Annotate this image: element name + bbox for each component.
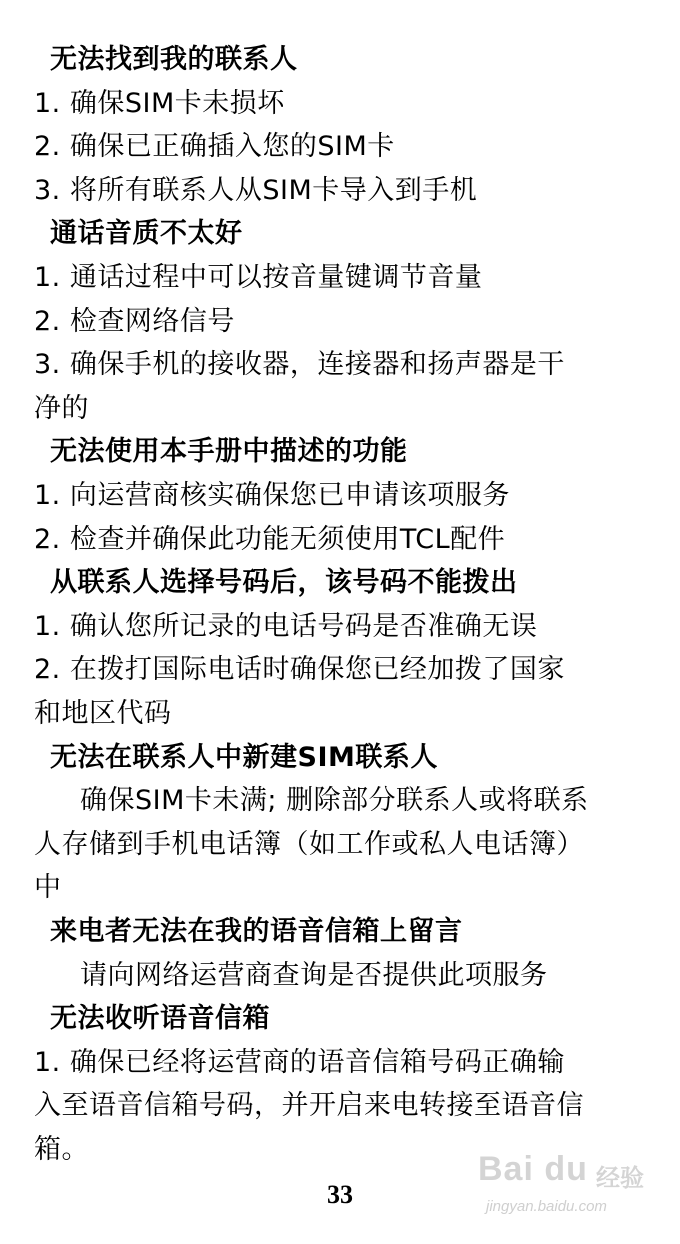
text-line: 和地区代码 bbox=[34, 698, 172, 729]
text-line: 确保SIM卡未满; 删除部分联系人或将联系 bbox=[80, 785, 589, 817]
text-line: 3. 确保手机的接收器，连接器和扬声器是干 bbox=[34, 349, 565, 381]
watermark-sub: 经验 bbox=[596, 1164, 644, 1192]
text-line: 入至语音信箱号码，并开启来电转接至语音信 bbox=[34, 1090, 584, 1122]
section-heading: 来电者无法在我的语音信箱上留言 bbox=[50, 916, 463, 947]
text-line: 1. 确保已经将运营商的语音信箱号码正确输 bbox=[34, 1046, 565, 1078]
section-heading: 无法找到我的联系人 bbox=[50, 44, 298, 75]
watermark-brand bbox=[478, 1150, 588, 1189]
section-heading: 无法使用本手册中描述的功能 bbox=[50, 436, 408, 468]
text-line: 2. 确保已正确插入您的SIM卡 bbox=[34, 131, 395, 163]
text-line: 1. 通话过程中可以按音量键调节音量 bbox=[34, 262, 483, 293]
page-number: 33 bbox=[327, 1180, 353, 1209]
section-heading: 通话音质不太好 bbox=[50, 218, 243, 250]
section-heading: 无法在联系人中新建SIM联系人 bbox=[50, 741, 438, 773]
text-line: 请向网络运营商查询是否提供此项服务 bbox=[80, 959, 548, 991]
text-line: 1. 确保SIM卡未损坏 bbox=[34, 87, 285, 119]
text-line: 箱。 bbox=[34, 1134, 89, 1165]
text-line: 1. 向运营商核实确保您已申请该项服务 bbox=[34, 480, 510, 511]
text-line: 2. 检查并确保此功能无须使用TCL配件 bbox=[34, 523, 506, 555]
text-line: 净的 bbox=[34, 392, 89, 424]
watermark-brand-text: Bai du bbox=[478, 1150, 588, 1188]
text-line: 人存储到手机电话簿（如工作或私人电话簿） bbox=[34, 828, 584, 860]
section-heading: 从联系人选择号码后，该号码不能拨出 bbox=[50, 567, 518, 599]
text-line: 中 bbox=[34, 872, 62, 904]
section-heading: 无法收听语音信箱 bbox=[50, 1003, 270, 1035]
text-line: 2. 检查网络信号 bbox=[34, 305, 235, 337]
text-line: 1. 确认您所记录的电话号码是否准确无误 bbox=[34, 610, 538, 642]
watermark-url: jingyan.baidu.com bbox=[486, 1198, 607, 1215]
text-line: 2. 在拨打国际电话时确保您已经加拨了国家 bbox=[34, 654, 565, 686]
text-line: 3. 将所有联系人从SIM卡导入到手机 bbox=[34, 174, 478, 206]
baidu-watermark bbox=[478, 1138, 668, 1228]
